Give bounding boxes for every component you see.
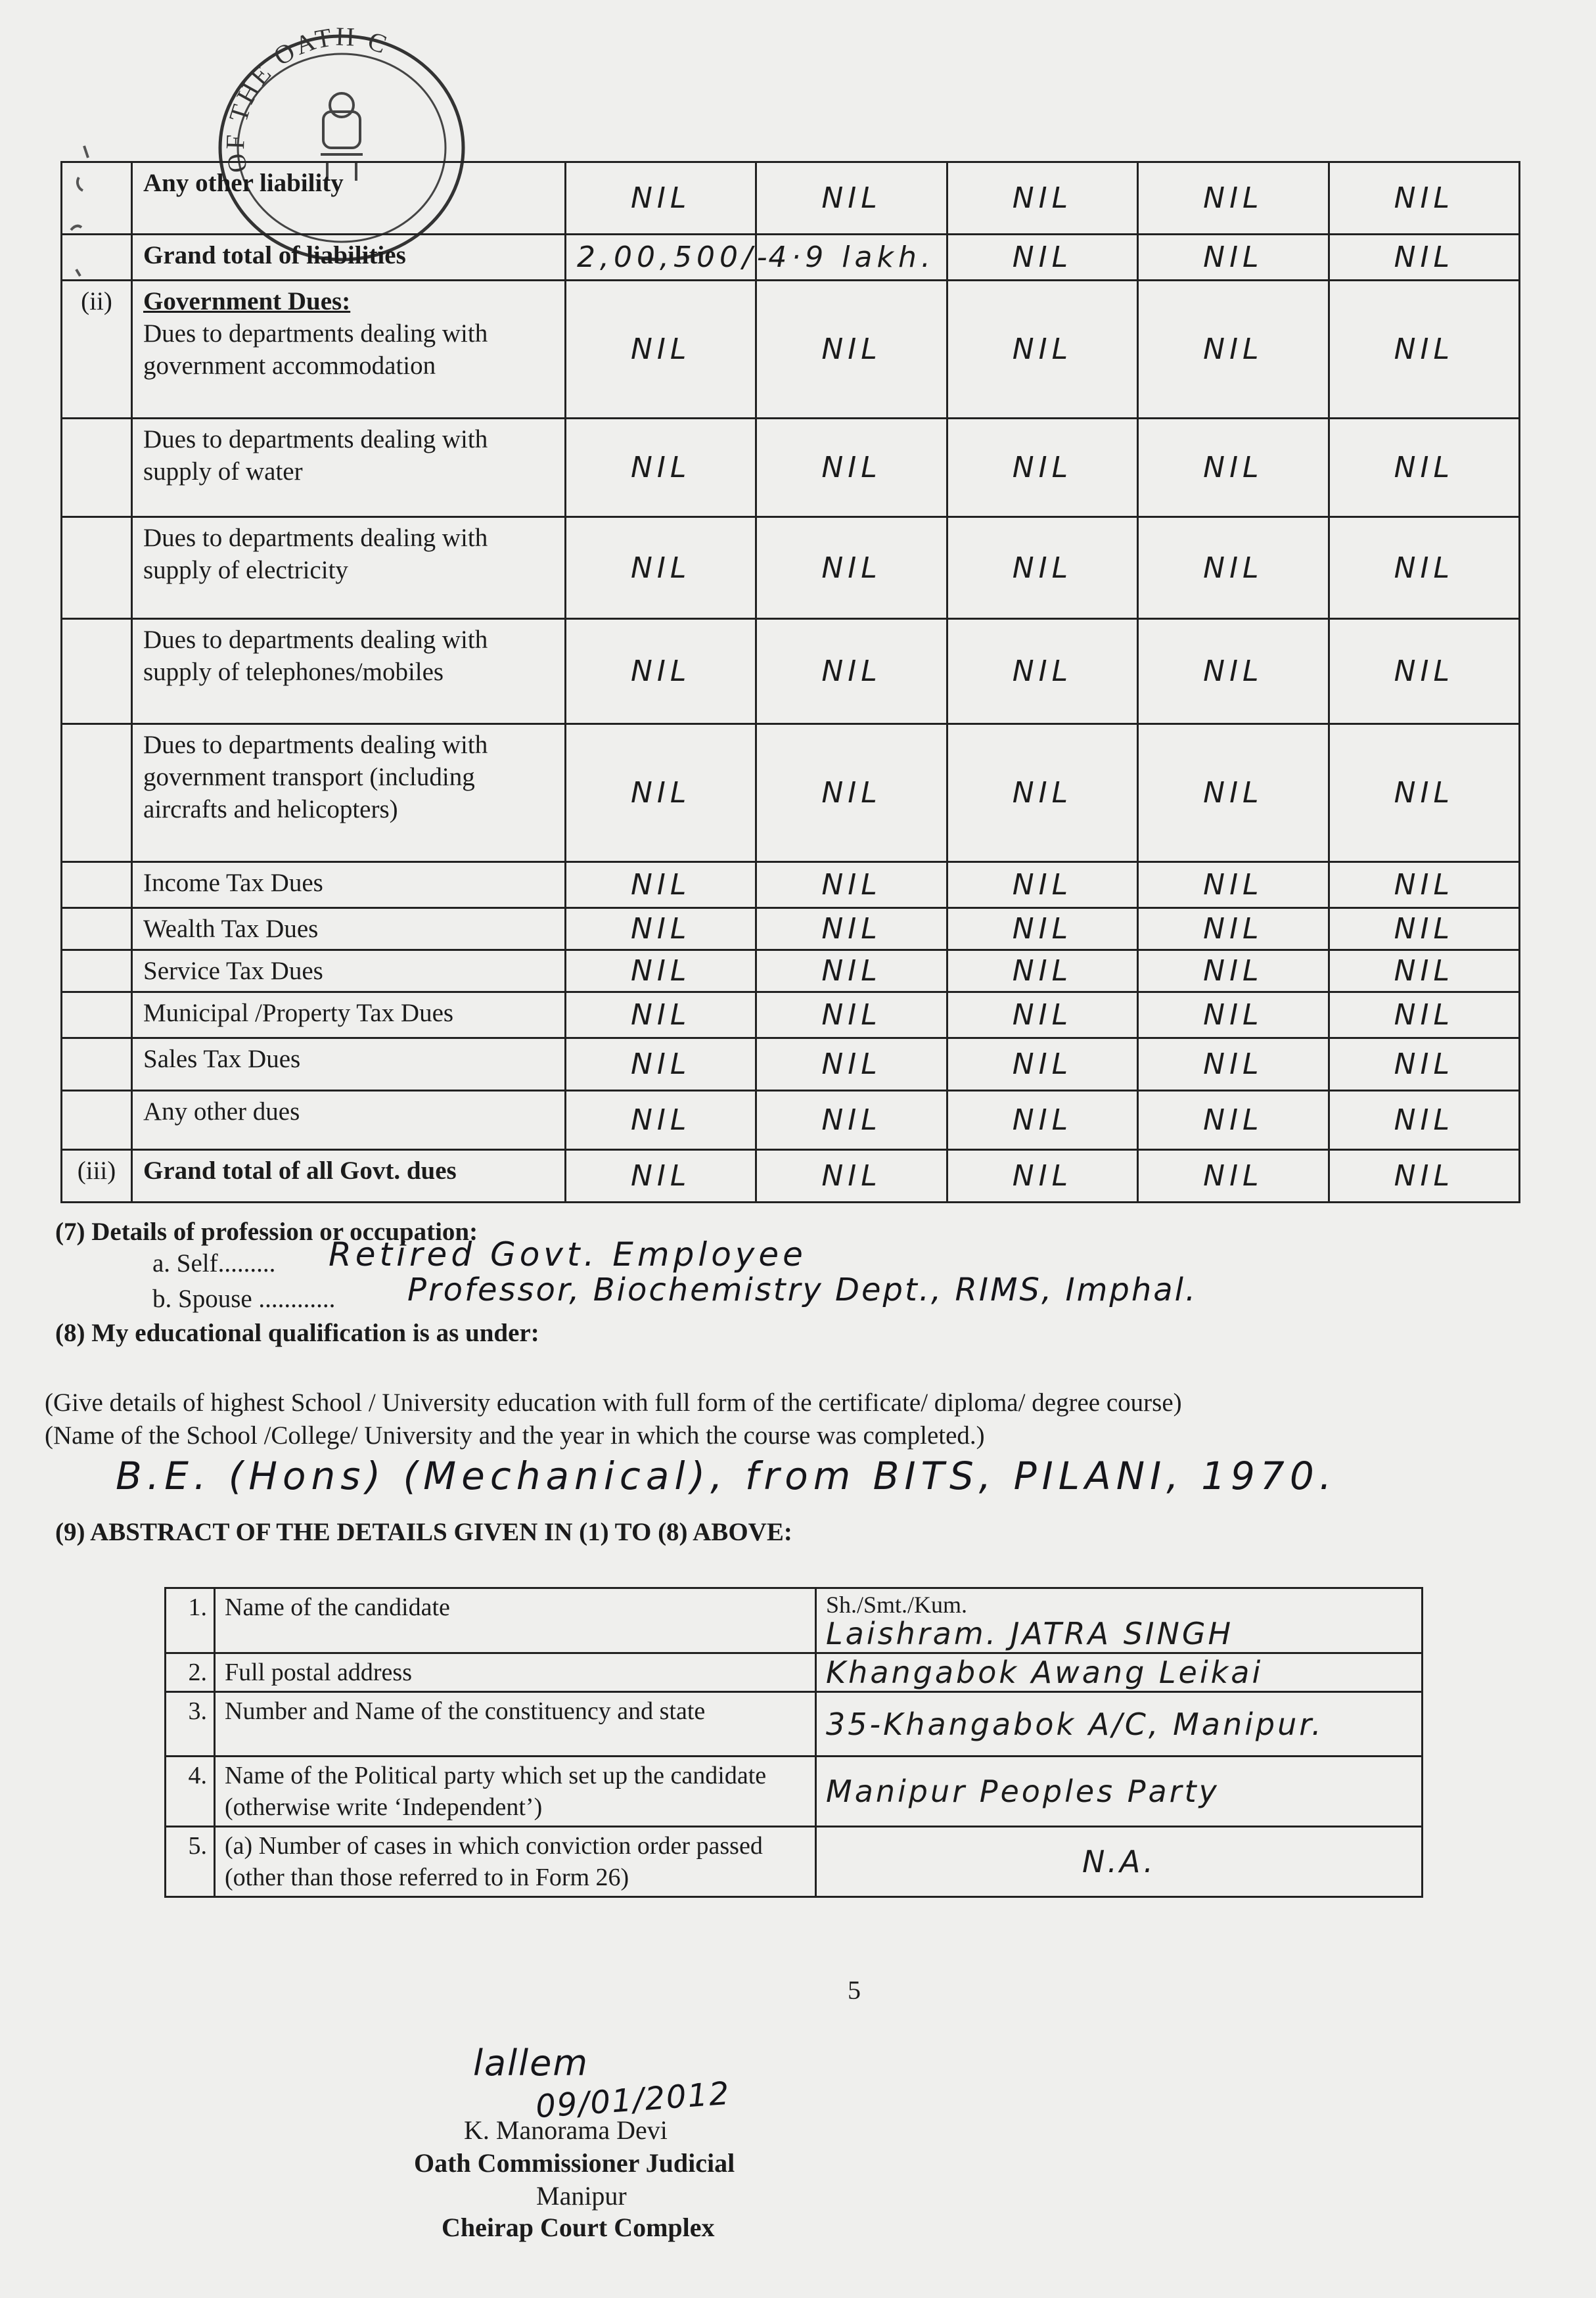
value-cell: NIL <box>566 419 756 517</box>
abstract-row <box>166 1692 1423 1757</box>
row-label-text: Sales Tax Dues <box>143 1045 301 1073</box>
abstract-row <box>166 1827 1423 1897</box>
value-cell: NIL <box>1329 517 1519 619</box>
row-label-text: Grand total of all Govt. dues <box>143 1157 457 1185</box>
value-cell: NIL <box>756 1038 947 1091</box>
row-label <box>132 1150 566 1203</box>
value-cell: NIL <box>756 162 947 235</box>
value-cell: NIL <box>947 419 1137 517</box>
liability-row <box>62 517 1520 619</box>
value-cell: NIL <box>756 862 947 908</box>
liability-row <box>62 862 1520 908</box>
self-label: a. Self......... <box>152 1249 276 1277</box>
abstract-heading: (9) ABSTRACT OF THE DETAILS GIVEN IN (1) TO (8) ABOVE: <box>55 1518 792 1546</box>
liability-row <box>62 281 1520 419</box>
value-cell: 2,00,500/- <box>566 235 756 281</box>
value-cell: NIL <box>566 1038 756 1091</box>
value-cell: NIL <box>1138 950 1329 992</box>
value-cell: NIL <box>756 992 947 1038</box>
row-label <box>132 281 566 419</box>
liability-row <box>62 235 1520 281</box>
row-number <box>62 908 132 950</box>
value-cell: NIL <box>756 619 947 724</box>
row-label <box>132 724 566 862</box>
profession-heading: (7) Details of profession or occupation: <box>55 1218 478 1246</box>
row-number <box>62 517 132 619</box>
abstract-number: 3. <box>166 1692 215 1757</box>
value-cell: NIL <box>1329 281 1519 419</box>
row-number <box>62 1038 132 1091</box>
value-cell: NIL <box>947 950 1137 992</box>
abstract-value <box>816 1588 1423 1653</box>
abstract-number: 2. <box>166 1653 215 1692</box>
value-cell: NIL <box>1329 724 1519 862</box>
value-cell: NIL <box>1329 1150 1519 1203</box>
value-cell: NIL <box>947 1038 1137 1091</box>
abstract-value-text: N.A. <box>1082 1844 1156 1879</box>
spouse-label: b. Spouse ............ <box>152 1285 336 1313</box>
row-label <box>132 619 566 724</box>
value-cell: NIL <box>566 908 756 950</box>
signatory-name: K. Manorama Devi <box>464 2115 668 2145</box>
signatory-address: Cheirap Court Complex <box>442 2213 715 2242</box>
row-label-text: Any other dues <box>143 1097 300 1126</box>
value-cell: NIL <box>566 281 756 419</box>
liability-row <box>62 992 1520 1038</box>
value-cell: NIL <box>756 724 947 862</box>
value-cell: NIL <box>756 1091 947 1150</box>
abstract-number: 5. <box>166 1827 215 1897</box>
abstract-value-text: Manipur Peoples Party <box>826 1774 1220 1809</box>
self-occupation-value: Retired Govt. Employee <box>329 1235 807 1274</box>
row-label <box>132 162 566 235</box>
signatory-place: Manipur <box>536 2181 627 2211</box>
value-cell: NIL <box>1329 950 1519 992</box>
value-cell: NIL <box>947 1091 1137 1150</box>
row-label-text: Service Tax Dues <box>143 957 323 985</box>
value-cell: NIL <box>1138 1150 1329 1203</box>
abstract-value-text: Khangabok Awang Leikai <box>826 1655 1264 1690</box>
value-cell: NIL <box>566 992 756 1038</box>
value-cell: NIL <box>947 1150 1137 1203</box>
value-cell: NIL <box>566 724 756 862</box>
abstract-value-text: 35-Khangabok A/C, Manipur. <box>826 1706 1324 1742</box>
education-heading: (8) My educational qualification is as under: <box>55 1319 539 1347</box>
row-label <box>132 862 566 908</box>
value-cell: NIL <box>1138 517 1329 619</box>
value-cell: NIL <box>566 517 756 619</box>
abstract-table <box>164 1587 1423 1898</box>
row-label <box>132 517 566 619</box>
row-number <box>62 619 132 724</box>
value-cell: NIL <box>1138 1091 1329 1150</box>
name-prefix: Sh./Smt./Kum. <box>826 1592 968 1618</box>
government-dues-heading: Government Dues: <box>143 287 351 315</box>
row-label <box>132 1038 566 1091</box>
value-cell: NIL <box>947 724 1137 862</box>
value-cell: NIL <box>1138 862 1329 908</box>
value-cell: NIL <box>756 908 947 950</box>
row-label <box>132 1091 566 1150</box>
abstract-label: Number and Name of the constituency and state <box>215 1692 816 1757</box>
row-label <box>132 908 566 950</box>
value-cell: NIL <box>566 162 756 235</box>
value-cell: 4·9 lakh. <box>756 235 947 281</box>
liability-row <box>62 724 1520 862</box>
value-cell: NIL <box>1329 992 1519 1038</box>
signature-scribble: lallem <box>473 2042 589 2084</box>
value-cell: NIL <box>947 517 1137 619</box>
abstract-value <box>816 1653 1423 1692</box>
abstract-label: Name of the candidate <box>215 1588 816 1653</box>
row-label <box>132 992 566 1038</box>
row-label-text: Income Tax Dues <box>143 869 323 897</box>
abstract-value <box>816 1692 1423 1757</box>
spouse-occupation-value: Professor, Biochemistry Dept., RIMS, Imphal. <box>407 1272 1198 1308</box>
value-cell: NIL <box>756 281 947 419</box>
value-cell: NIL <box>1138 992 1329 1038</box>
row-label-text: Wealth Tax Dues <box>143 915 319 943</box>
value-cell: NIL <box>1329 908 1519 950</box>
value-cell: NIL <box>566 862 756 908</box>
value-cell: NIL <box>1138 162 1329 235</box>
row-label-text: Dues to departments dealing with supply of water <box>143 425 488 486</box>
abstract-value <box>816 1827 1423 1897</box>
row-label-text: Grand total of liabilities <box>143 241 406 269</box>
row-number <box>62 950 132 992</box>
abstract-row <box>166 1588 1423 1653</box>
value-cell: NIL <box>947 908 1137 950</box>
row-label-text: Municipal /Property Tax Dues <box>143 999 454 1027</box>
liability-row <box>62 619 1520 724</box>
signatory-title: Oath Commissioner Judicial <box>414 2148 735 2178</box>
page-number: 5 <box>848 1975 861 2005</box>
row-label <box>132 235 566 281</box>
value-cell: NIL <box>756 1150 947 1203</box>
abstract-value-text: Laishram. JATRA SINGH <box>826 1616 1234 1651</box>
value-cell: NIL <box>1329 419 1519 517</box>
value-cell: NIL <box>947 281 1137 419</box>
value-cell: NIL <box>1138 419 1329 517</box>
value-cell: NIL <box>1329 619 1519 724</box>
liability-row <box>62 1038 1520 1091</box>
row-label-text: Dues to departments dealing with government transport (including aircrafts and helicopters) <box>143 731 488 823</box>
seal-text: OF THE OATH C <box>219 21 394 175</box>
abstract-value <box>816 1757 1423 1827</box>
abstract-label: (a) Number of cases in which conviction order passed (other than those referred to in Form 26) <box>215 1827 816 1897</box>
row-label <box>132 950 566 992</box>
value-cell: NIL <box>1329 862 1519 908</box>
liability-row <box>62 950 1520 992</box>
value-cell: NIL <box>566 619 756 724</box>
value-cell: NIL <box>566 1091 756 1150</box>
row-label <box>132 419 566 517</box>
education-note-1: (Give details of highest School / University education with full form of the certificate/ diploma/ degree course) <box>45 1389 1182 1417</box>
row-label-text: Dues to departments dealing with supply of telephones/mobiles <box>143 626 488 686</box>
value-cell: NIL <box>566 1150 756 1203</box>
row-number <box>62 992 132 1038</box>
value-cell: NIL <box>1329 162 1519 235</box>
row-label-text: Dues to departments dealing with supply of electricity <box>143 524 488 584</box>
row-label-text: Any other liability <box>143 169 344 197</box>
liability-row <box>62 162 1520 235</box>
abstract-row <box>166 1757 1423 1827</box>
value-cell: NIL <box>1329 235 1519 281</box>
value-cell: NIL <box>756 419 947 517</box>
liability-row <box>62 1150 1520 1203</box>
value-cell: NIL <box>1138 1038 1329 1091</box>
row-label-text: Dues to departments dealing with government accommodation <box>143 319 488 380</box>
signature-date: 09/01/2012 <box>534 2075 732 2126</box>
education-note-2: (Name of the School /College/ University and the year in which the course was completed.) <box>45 1421 985 1450</box>
row-number <box>62 862 132 908</box>
liability-row <box>62 419 1520 517</box>
value-cell: NIL <box>947 862 1137 908</box>
row-number: (ii) <box>62 281 132 419</box>
value-cell: NIL <box>947 235 1137 281</box>
abstract-number: 1. <box>166 1588 215 1653</box>
value-cell: NIL <box>947 619 1137 724</box>
svg-text:OF THE OATH C <box>220 22 393 175</box>
row-number <box>62 235 132 281</box>
value-cell: NIL <box>1329 1091 1519 1150</box>
value-cell: NIL <box>947 992 1137 1038</box>
value-cell: NIL <box>1138 235 1329 281</box>
row-number: (iii) <box>62 1150 132 1203</box>
value-cell: NIL <box>1138 908 1329 950</box>
liabilities-table <box>60 161 1520 1203</box>
education-value: B.E. (Hons) (Mechanical), from BITS, PILANI, 1970. <box>116 1454 1337 1498</box>
value-cell: NIL <box>566 950 756 992</box>
liability-row <box>62 908 1520 950</box>
value-cell: NIL <box>947 162 1137 235</box>
value-cell: NIL <box>756 517 947 619</box>
value-cell: NIL <box>1138 724 1329 862</box>
abstract-label: Name of the Political party which set up the candidate (otherwise write ‘Independent’) <box>215 1757 816 1827</box>
abstract-label: Full postal address <box>215 1653 816 1692</box>
row-number <box>62 724 132 862</box>
value-cell: NIL <box>756 950 947 992</box>
abstract-row <box>166 1653 1423 1692</box>
liability-row <box>62 1091 1520 1150</box>
abstract-number: 4. <box>166 1757 215 1827</box>
row-number <box>62 419 132 517</box>
value-cell: NIL <box>1329 1038 1519 1091</box>
value-cell: NIL <box>1138 281 1329 419</box>
row-number <box>62 1091 132 1150</box>
row-number <box>62 162 132 235</box>
value-cell: NIL <box>1138 619 1329 724</box>
